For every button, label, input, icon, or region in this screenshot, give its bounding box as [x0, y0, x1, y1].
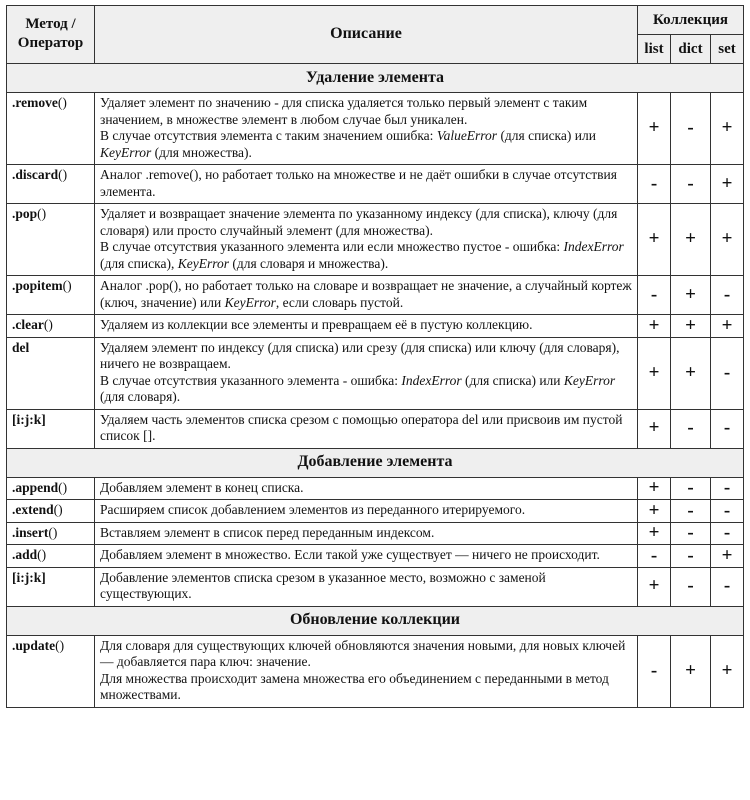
error-name: IndexError: [563, 239, 624, 254]
error-name: KeyError: [177, 255, 229, 271]
method-parens: (): [58, 167, 68, 182]
method-cell: [7, 276, 95, 315]
dict-support-cell: -: [671, 522, 711, 545]
method-name: .remove: [12, 95, 58, 110]
method-parens: (): [37, 206, 47, 221]
method-parens: (): [58, 479, 68, 495]
method-cell: [7, 545, 95, 568]
set-support-cell: -: [711, 522, 744, 545]
description-text: Аналог .remove(), но работает только на множестве и не даёт ошибки в случае отсутствия элемента.: [100, 167, 617, 199]
set-support-cell: +: [711, 545, 744, 568]
table-row: [7, 315, 744, 338]
method-name: .pop: [12, 206, 38, 221]
dict-support-cell: -: [671, 93, 711, 165]
list-support-cell: +: [638, 337, 671, 409]
description-cell: [95, 276, 638, 315]
description-text: Удаляем из коллекции все элементы и превращаем её в пустую коллекцию.: [100, 317, 533, 332]
method-cell: [7, 204, 95, 276]
set-support-cell: -: [711, 276, 744, 315]
list-support-cell: +: [638, 567, 671, 606]
method-parens: (): [43, 317, 53, 332]
table-row: [7, 93, 744, 165]
description-text: (для множества).: [151, 144, 252, 160]
method-parens: (): [57, 95, 67, 110]
table-row: [7, 500, 744, 523]
method-name: del: [12, 339, 30, 355]
set-support-cell: -: [711, 500, 744, 523]
method-parens: (): [53, 502, 63, 517]
section-row: [7, 448, 744, 477]
description-cell: [95, 545, 638, 568]
set-support-cell: +: [711, 93, 744, 165]
description-cell: [95, 315, 638, 338]
description-text: Добавляем элемент в конец списка.: [100, 479, 304, 495]
set-support-cell: +: [711, 165, 744, 204]
method-name: .insert: [12, 524, 49, 540]
method-parens: (): [62, 278, 72, 293]
description-text: Добавление элементов списка срезом в указанное место, возможно с заменой существующих.: [100, 569, 546, 601]
set-support-cell: +: [711, 635, 744, 707]
set-support-cell: -: [711, 567, 744, 606]
set-support-cell: -: [711, 337, 744, 409]
method-name: .discard: [12, 167, 59, 182]
list-support-cell: +: [638, 500, 671, 523]
description-text: Удаляет элемент по значению - для списка удаляется только первый элемент с таким значением, в множестве элемент в любом случае был уникален.: [100, 95, 588, 127]
method-parens: (): [37, 547, 47, 562]
table-row: [7, 204, 744, 276]
method-name: .add: [12, 547, 38, 562]
description-text: Для словаря для существующих ключей обновляются значения новыми, для новых ключей — добавляется пара ключ: значение.: [100, 637, 626, 669]
collection-column-header: Коллекция: [638, 6, 744, 35]
dict-support-cell: -: [671, 567, 711, 606]
method-cell: [7, 165, 95, 204]
dict-support-cell: -: [671, 545, 711, 568]
table-row: [7, 276, 744, 315]
description-text: В случае отсутствия элемента с таким значением ошибка:: [100, 128, 437, 143]
description-text: Добавляем элемент в множество. Если такой уже существует — ничего не происходит.: [100, 547, 600, 562]
set-support-cell: +: [711, 204, 744, 276]
list-support-cell: +: [638, 93, 671, 165]
table-row: [7, 567, 744, 606]
list-support-cell: -: [638, 276, 671, 315]
description-cell: [95, 337, 638, 409]
description-cell: [95, 165, 638, 204]
dict-support-cell: +: [671, 635, 711, 707]
methods-table: [6, 5, 744, 708]
table-row: [7, 409, 744, 448]
error-name: ValueError: [436, 128, 498, 143]
method-name: .update: [12, 637, 56, 653]
dict-support-cell: -: [671, 477, 711, 500]
list-support-cell: -: [638, 545, 671, 568]
section-title: Удаление элемента: [7, 64, 744, 93]
description-cell: [95, 204, 638, 276]
description-text: (для списка) или: [461, 372, 564, 388]
set-support-cell: +: [711, 315, 744, 338]
description-cell: [95, 477, 638, 500]
method-name: .popitem: [12, 278, 63, 293]
method-name: .extend: [12, 502, 54, 517]
method-parens: (): [55, 637, 65, 653]
dict-support-cell: +: [671, 337, 711, 409]
list-column-header: list: [638, 35, 671, 64]
list-support-cell: -: [638, 635, 671, 707]
description-text: В случае отсутствия указанного элемента или если множество пустое - ошибка:: [100, 239, 564, 254]
table-row: [7, 522, 744, 545]
description-text: В случае отсутствия указанного элемента - ошибка:: [100, 372, 402, 388]
dict-support-cell: +: [671, 315, 711, 338]
description-text: Вставляем элемент в список перед переданным индексом.: [100, 524, 435, 540]
method-name: [i:j:k]: [12, 411, 46, 427]
list-support-cell: +: [638, 204, 671, 276]
method-cell: [7, 409, 95, 448]
method-name: .clear: [12, 317, 44, 332]
method-column-header: Метод / Оператор: [7, 6, 95, 64]
description-text: Удаляет и возвращает значение элемента по указанному индексу (для списка), ключу (для словаря) или просто случайный элемент (для множества).: [100, 206, 618, 238]
list-support-cell: +: [638, 409, 671, 448]
table-row: [7, 477, 744, 500]
method-cell: [7, 93, 95, 165]
method-cell: [7, 315, 95, 338]
method-cell: [7, 500, 95, 523]
dict-support-cell: +: [671, 204, 711, 276]
section-row: [7, 606, 744, 635]
table-row: [7, 635, 744, 707]
list-support-cell: +: [638, 522, 671, 545]
description-text: Удаляем элемент по индексу (для списка) или срезу (для списка) или ключу (для словаря), ничего не возвращаем.: [100, 339, 620, 371]
method-cell: [7, 567, 95, 606]
method-name: .append: [12, 479, 59, 495]
dict-support-cell: -: [671, 165, 711, 204]
method-cell: [7, 477, 95, 500]
method-cell: [7, 635, 95, 707]
description-cell: [95, 522, 638, 545]
table-row: [7, 545, 744, 568]
description-text: (для словаря и множества).: [228, 255, 389, 271]
description-cell: [95, 93, 638, 165]
list-support-cell: +: [638, 315, 671, 338]
method-cell: [7, 522, 95, 545]
method-cell: [7, 337, 95, 409]
list-support-cell: -: [638, 165, 671, 204]
error-name: KeyError: [100, 144, 152, 160]
description-text: , если словарь пустой.: [275, 294, 404, 310]
error-name: KeyError: [224, 294, 276, 310]
list-support-cell: +: [638, 477, 671, 500]
description-text: Аналог .pop(), но работает только на словаре и возвращает не значение, а случайный кортеж (ключ, значение) или: [100, 278, 632, 310]
description-text: (для словаря).: [100, 389, 181, 404]
description-text: (для списка) или: [497, 128, 596, 143]
table-row: [7, 337, 744, 409]
set-support-cell: -: [711, 477, 744, 500]
table-row: [7, 165, 744, 204]
set-support-cell: -: [711, 409, 744, 448]
description-cell: [95, 567, 638, 606]
method-parens: (): [48, 524, 58, 540]
section-row: [7, 64, 744, 93]
description-text: (для списка),: [100, 255, 178, 271]
dict-column-header: dict: [671, 35, 711, 64]
dict-support-cell: -: [671, 409, 711, 448]
description-text: Удаляем часть элементов списка срезом с помощью оператора del или присвоив им пустой список [].: [100, 411, 623, 443]
description-column-header: Описание: [95, 6, 638, 64]
error-name: IndexError: [401, 372, 462, 388]
description-cell: [95, 635, 638, 707]
error-name: KeyError: [563, 372, 616, 388]
description-text: Расширяем список добавлением элементов из переданного итерируемого.: [100, 502, 526, 517]
description-cell: [95, 409, 638, 448]
set-column-header: set: [711, 35, 744, 64]
method-name: [i:j:k]: [12, 569, 46, 585]
section-title: Обновление коллекции: [7, 606, 744, 635]
dict-support-cell: +: [671, 276, 711, 315]
description-text: Для множества происходит замена множества его объединением с переданными в метод множествами.: [100, 670, 609, 702]
dict-support-cell: -: [671, 500, 711, 523]
description-cell: [95, 500, 638, 523]
section-title: Добавление элемента: [7, 448, 744, 477]
